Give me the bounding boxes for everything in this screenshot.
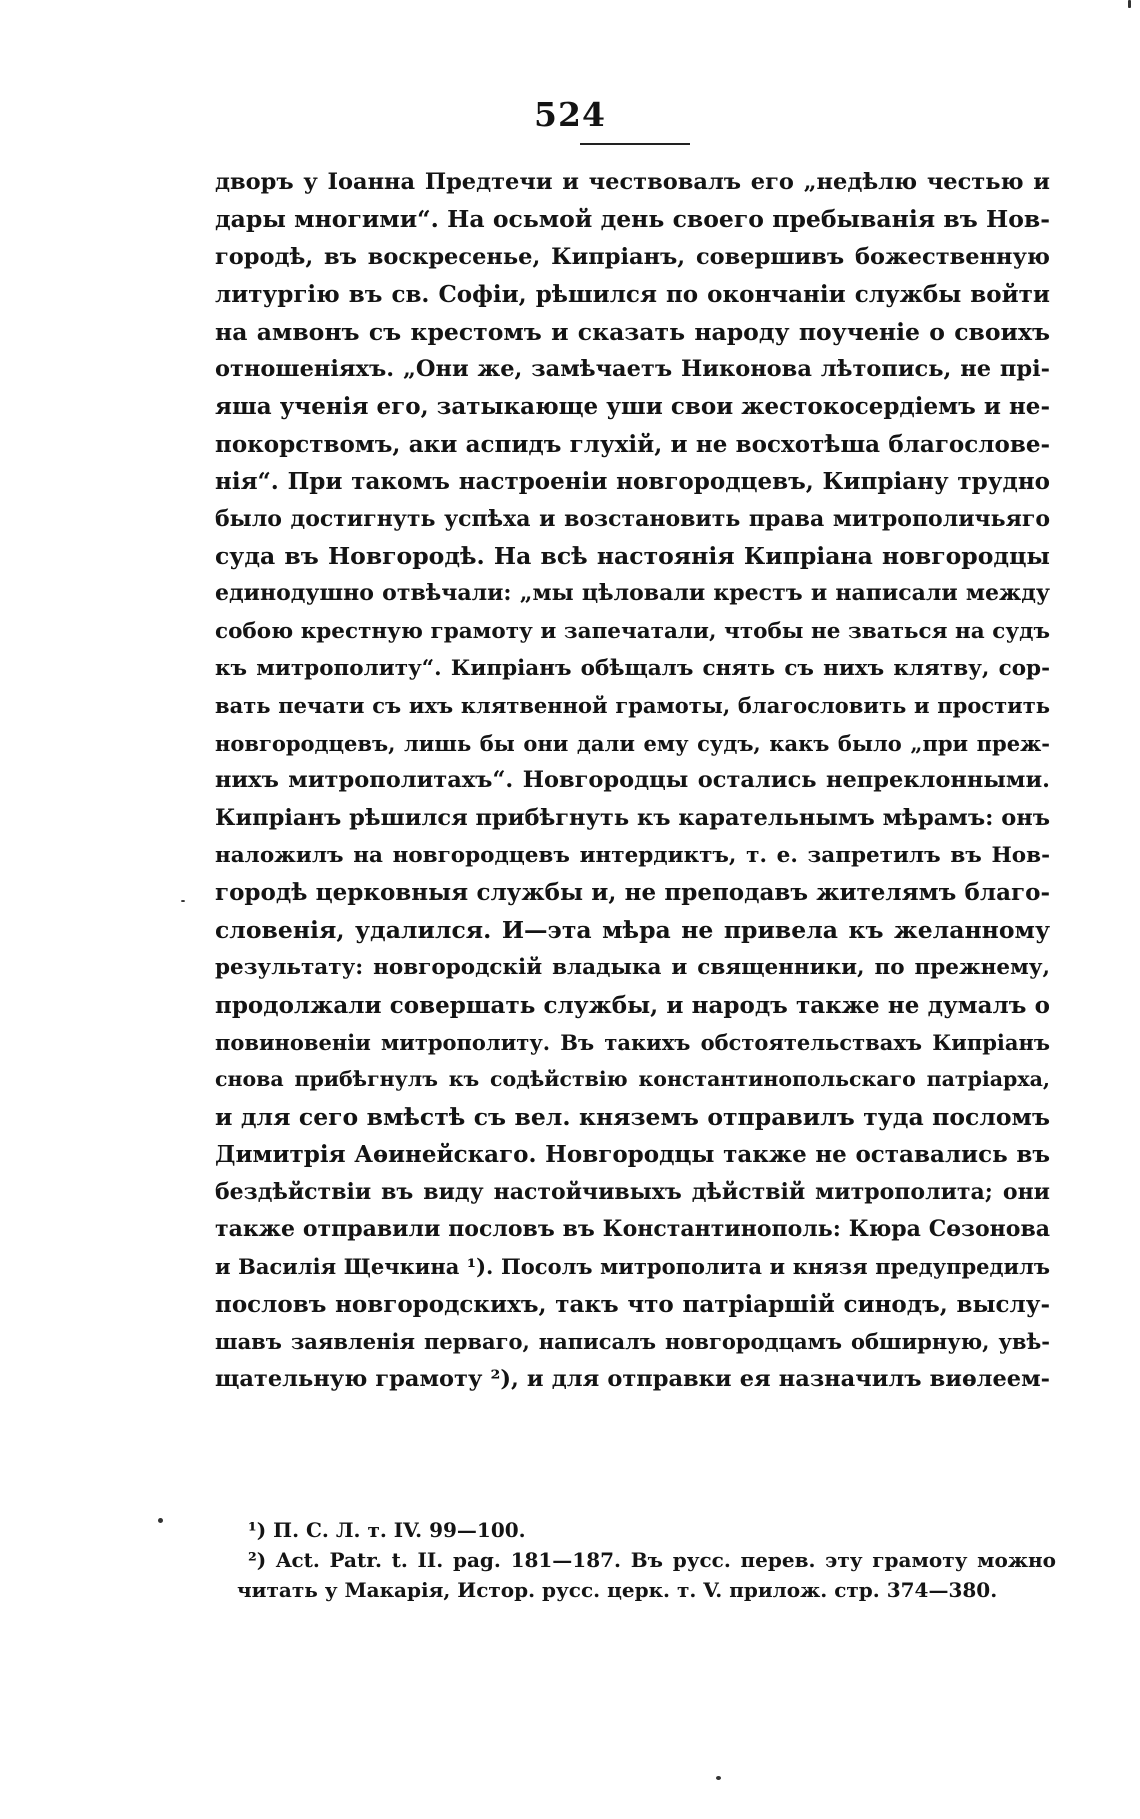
text-line: словенія, удалился. И—эта мѣра не привела къ желанному	[215, 915, 1050, 944]
footnote-2-continuation: читать у Макарія, Истор. русс. церк. т. V. прилож. стр. 374—380.	[237, 1578, 998, 1602]
text-line: бездѣйствіи въ виду настойчивыхъ дѣйствій митрополита; они	[215, 1178, 1050, 1205]
text-line: Кипріанъ рѣшился прибѣгнуть къ карательнымъ мѣрамъ: онъ	[215, 804, 1050, 831]
text-line: Димитрія Аѳинейскаго. Новгородцы также не оставались въ	[215, 1141, 1050, 1169]
text-line: литургію въ св. Софіи, рѣшился по окончаніи службы войти	[215, 281, 1050, 309]
footnote-1: ¹) П. С. Л. т. IV. 99—100.	[248, 1518, 526, 1542]
text-line: городѣ, въ воскресенье, Кипріанъ, совершивъ божественную	[215, 243, 1050, 270]
text-line: суда въ Новгородѣ. На всѣ настоянія Кипріана новгородцы	[215, 541, 1050, 570]
text-line: щательную грамоту ²), и для отправки ея назначилъ виѳлеем-	[215, 1365, 1050, 1392]
text-line: нихъ митрополитахъ“. Новгородцы остались непреклонными.	[215, 767, 1050, 794]
body-text	[215, 164, 1050, 1398]
text-line: дары многими“. На осьмой день своего пребыванія въ Нов-	[215, 205, 1050, 234]
text-line: яша ученія его, затыкающе уши свои жестокосердіемъ и не-	[215, 393, 1050, 421]
text-line: и для сего вмѣстѣ съ вел. княземъ отправилъ туда посломъ	[215, 1102, 1050, 1131]
text-line: было достигнуть успѣха и возстановить права митрополичьяго	[215, 505, 1050, 532]
text-line: городѣ церковныя службы и, не преподавъ жителямъ благо-	[215, 879, 1050, 907]
text-line: дворъ у Іоанна Предтечи и чествовалъ его „недѣлю честью и	[215, 169, 1050, 195]
text-line: новгородцевъ, лишь бы они дали ему судъ, какъ было „при преж-	[215, 730, 1050, 756]
page-number-underline	[580, 143, 690, 145]
text-line: отношеніяхъ. „Они же, замѣчаетъ Никонова лѣтопись, не прі-	[215, 355, 1050, 382]
text-line: къ митрополиту“. Кипріанъ обѣщалъ снять съ нихъ клятву, сор-	[215, 656, 1050, 682]
text-line: наложилъ на новгородцевъ интердиктъ, т. е. запретилъ въ Нов-	[215, 843, 1050, 869]
text-line: нія“. При такомъ настроеніи новгородцевъ, Кипріану трудно	[215, 468, 1050, 496]
footnote-2: ²) Act. Patr. t. II. pag. 181—187. Въ русс. перев. эту грамоту можно	[248, 1548, 1056, 1572]
text-line: продолжали совершать службы, и народъ также не думалъ о	[215, 991, 1050, 1019]
page-number: 524	[534, 95, 606, 134]
ink-speck	[1128, 0, 1131, 8]
text-line: покорствомъ, аки аспидъ глухій, и не восхотѣша благослове-	[215, 430, 1050, 458]
text-line: и Василія Щечкина ¹). Посолъ митрополита и князя предупредилъ	[215, 1254, 1050, 1280]
text-line: также отправили пословъ въ Константинополь: Кюра Сөзонова	[215, 1215, 1050, 1242]
text-line: собою крестную грамоту и запечатали, чтобы не зваться на судъ	[215, 618, 1050, 644]
text-line: единодушно отвѣчали: „мы цѣловали крестъ и написали между	[215, 580, 1050, 607]
text-line: на амвонъ съ крестомъ и сказать народу поученіе о своихъ	[215, 317, 1050, 346]
ink-speck	[181, 900, 185, 902]
text-line: результату: новгородскій владыка и священники, по прежнему,	[215, 955, 1050, 981]
text-line: вать печати съ ихъ клятвенной грамоты, благословить и простить	[215, 693, 1050, 719]
ink-speck	[716, 1776, 721, 1780]
text-line: повиновеніи митрополиту. Въ такихъ обстоятельствахъ Кипріанъ	[215, 1029, 1050, 1055]
text-line: снова прибѣгнулъ къ содѣйствію константинопольскаго патріарха,	[215, 1067, 1050, 1092]
text-line: шавъ заявленія перваго, написалъ новгородцамъ обширную, увѣ-	[215, 1329, 1050, 1355]
footnotes	[237, 1515, 1056, 1605]
text-line: пословъ новгородскихъ, такъ что патріаршій синодъ, выслу-	[215, 1290, 1050, 1318]
ink-speck	[158, 1518, 163, 1523]
